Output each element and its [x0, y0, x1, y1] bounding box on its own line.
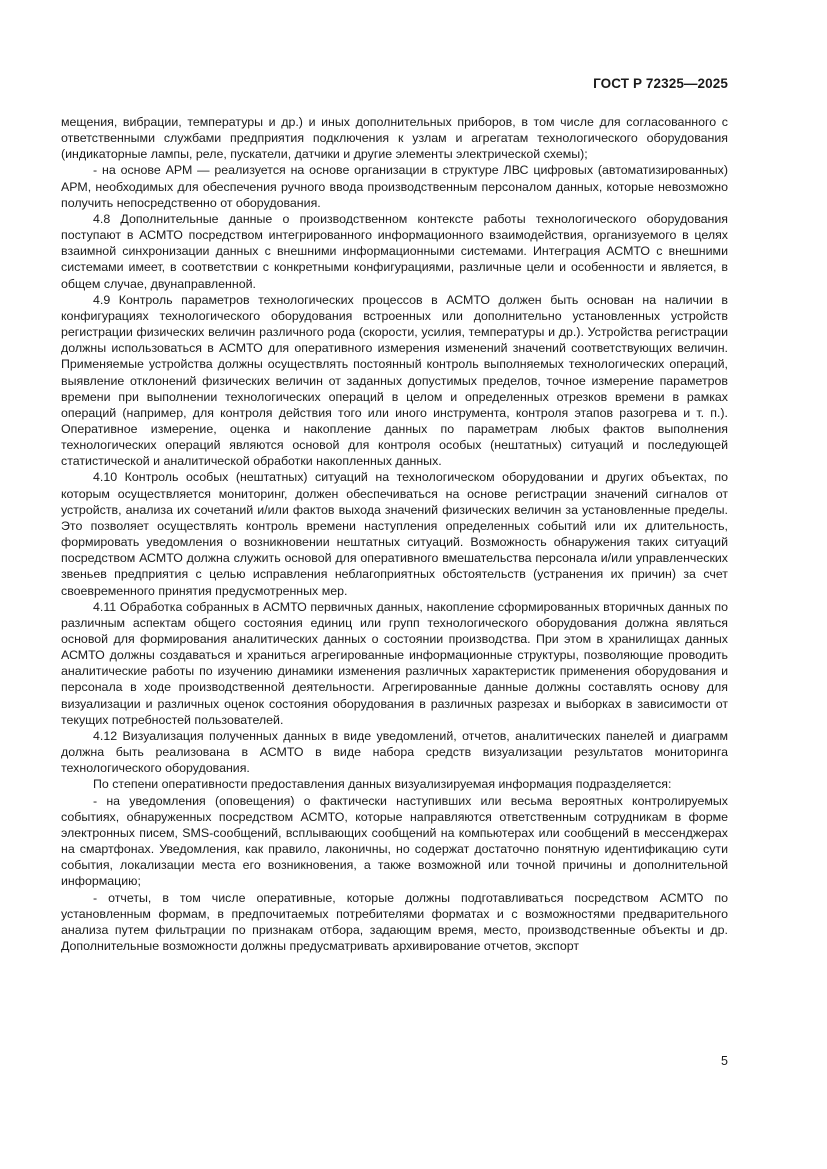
document-body	[61, 114, 728, 954]
paragraph-4-9: 4.9 Контроль параметров технологических процессов в АСМТО должен быть основан на наличии в конфигурациях технологического оборудования встроенных или дополнительно установленных устройств регистрации физических величин различного рода (скорости, усилия, температуры и др.). Устройства регистрации должны использоваться в АСМТО для оперативного измерения изменений значений соответствующих величин. Применяемые устройства должны осуществлять постоянный контроль выполняемых технологических операций, выявление отклонений физических величин от заданных допустимых пределов, точное измерение параметров времени при выполнении технологических операций в целом и определенных отрезков времени в рамках операций (например, для контроля действия того или иного инструмента, контроля этапов разогрева и т. п.). Оперативное измерение, оценка и накопление данных по параметрам любых фактов выполнения технологических операций являются основой для контроля особых (нештатных) ситуаций и последующей статистической и аналитической обработки накопленных данных.	[61, 292, 728, 469]
paragraph-4-12: 4.12 Визуализация полученных данных в виде уведомлений, отчетов, аналитических панелей и диаграмм должна быть реализована в АСМТО в виде набора средств визуализации результатов мониторинга технологического оборудования.	[61, 728, 728, 776]
paragraph-4-10: 4.10 Контроль особых (нештатных) ситуаций на технологическом оборудовании и других объектах, по которым осуществляется мониторинг, должен обеспечиваться на основе регистрации значений сигналов от устройств, анализа их сочетаний и/или фактов выхода значений физических величин за установленные пределы. Это позволяет осуществлять контроль времени наступления определенных событий или их длительность, формировать уведомления о возникновении нештатных ситуаций. Возможность обнаружения таких ситуаций посредством АСМТО должна служить основой для оперативного вмешательства персонала и/или управленческих звеньев предприятия с целью исправления неблагоприятных обстоятельств (устранения их причин) за счет своевременного принятия предусмотренных мер.	[61, 470, 728, 598]
paragraph-continuation: мещения, вибрации, температуры и др.) и иных дополнительных приборов, в том числе для согласованного с ответственными службами предприятия подключения к узлам и агрегатам технологического оборудования (индикаторные лампы, реле, пускатели, датчики и другие элементы электрической схемы);	[61, 115, 728, 162]
paragraph-arm-item: - на основе АРМ — реализуется на основе организации в структуре ЛВС цифровых (автоматизированных) АРМ, необходимых для обеспечения ручного ввода производственным персоналом данных, которые невозможно получить непосредственно от оборудования.	[61, 163, 728, 210]
page-number: 5	[721, 1054, 728, 1068]
document-code-header: ГОСТ Р 72325—2025	[593, 76, 728, 91]
paragraph-notifications-item: - на уведомления (оповещения) о фактически наступивших или весьма вероятных контролируемых событиях, обнаруженных посредством АСМТО, которые направляются ответственным сотрудникам в форме электронных писем, SMS-сообщений, всплывающих сообщений на компьютерах или сообщений в мессенджерах на смартфонах. Уведомления, как правило, лаконичны, но содержат достаточно понятную идентификацию сути события, локализации места его возникновения, а также возможной или точной причины и дополнительной информацию;	[61, 793, 728, 889]
paragraph-reports-item: - отчеты, в том числе оперативные, которые должны подготавливаться посредством АСМТО по установленным формам, в предпочитаемых потребителями форматах и с возможностями предварительного анализа путем фильтрации по признакам отбора, задающим время, место, производственные объекты и др. Дополнительные возможности должны предусматривать архивирование отчетов, экспорт	[61, 890, 728, 953]
paragraph-4-8: 4.8 Дополнительные данные о производственном контексте работы технологического оборудования поступают в АСМТО посредством интегрированного информационного взаимодействия, организуемого в целях взаимной синхронизации данных с внешними информационными системами. Интеграция АСМТО с внешними системами имеет, в соответствии с конкретными конфигурациями, различные цели и особенности и является, в общем случае, двунаправленной.	[61, 211, 728, 291]
paragraph-classification-intro: По степени оперативности предоставления данных визуализируемая информация подразделяется:	[93, 777, 672, 792]
paragraph-4-11: 4.11 Обработка собранных в АСМТО первичных данных, накопление сформированных вторичных данных по различным аспектам общего состояния единиц или групп технологического оборудования должна являться основой для формирования аналитических данных о состоянии производства. При этом в хранилищах данных АСМТО должны создаваться и храниться агрегированные информационные структуры, позволяющие проводить аналитические работы по изучению динамики изменения различных характеристик применения оборудования и персонала в ходе производственной деятельности. Агрегированные данные должны составлять основу для визуализации и различных оценок состояния оборудования в различных разрезах и выборках в зависимости от текущих потребностей пользователей.	[61, 599, 728, 727]
